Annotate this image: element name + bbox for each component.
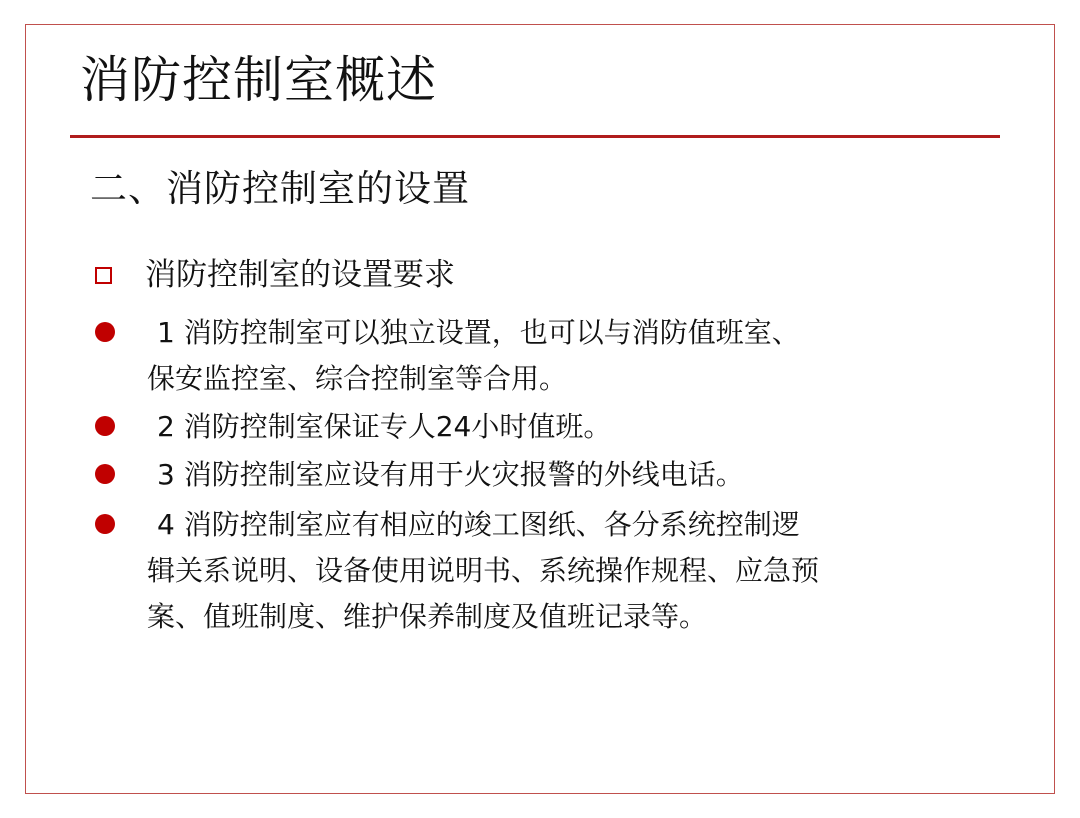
list-item-line: 1 消防控制室可以独立设置，也可以与消防值班室、 — [157, 316, 800, 349]
list-item-line: 辑关系说明、设备使用说明书、系统操作规程、应急预 — [147, 554, 820, 587]
list-item-line: 2 消防控制室保证专人24小时值班。 — [157, 410, 612, 443]
list-item-line: 案、值班制度、维护保养制度及值班记录等。 — [147, 600, 708, 633]
list-item-line: 保安监控室、综合控制室等合用。 — [147, 362, 568, 395]
sub-heading-label: 消防控制室的设置要求 — [145, 257, 455, 293]
filled-circle-bullet-icon — [95, 322, 115, 342]
title-divider — [70, 135, 1000, 138]
filled-circle-bullet-icon — [95, 514, 115, 534]
filled-circle-bullet-icon — [95, 416, 115, 436]
section-heading: 二、消防控制室的设置 — [90, 167, 470, 210]
slide-title: 消防控制室概述 — [80, 51, 437, 109]
square-outline-bullet-icon — [95, 267, 112, 284]
list-item-line: 3 消防控制室应设有用于火灾报警的外线电话。 — [157, 458, 744, 491]
list-item-line: 4 消防控制室应有相应的竣工图纸、各分系统控制逻 — [157, 508, 800, 541]
sub-heading — [95, 250, 455, 300]
filled-circle-bullet-icon — [95, 464, 115, 484]
